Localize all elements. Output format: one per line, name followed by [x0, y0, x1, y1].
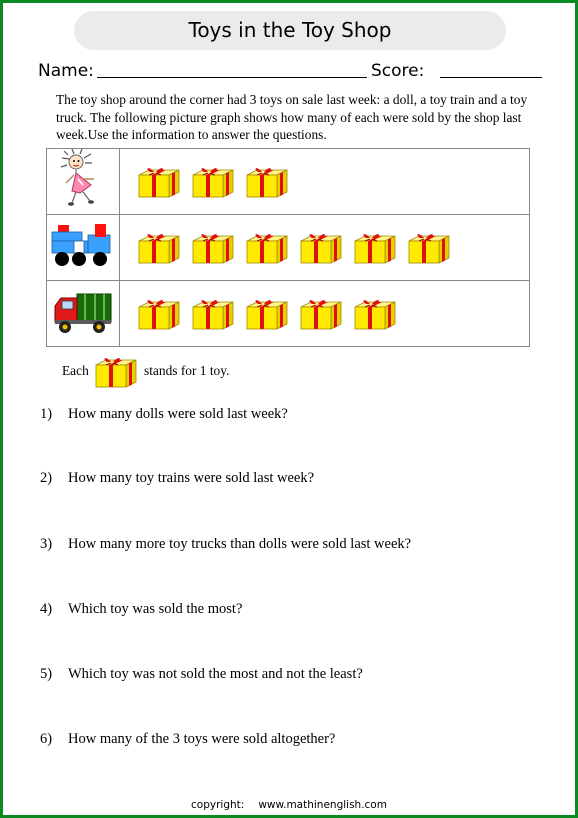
gift-icon — [191, 166, 235, 198]
picture-graph — [46, 148, 530, 347]
name-label: Name: — [38, 61, 94, 81]
gift-icon — [299, 298, 343, 330]
site-link[interactable]: www.mathinenglish.com — [258, 799, 387, 811]
graph-row-doll — [47, 149, 530, 215]
page-title: Toys in the Toy Shop — [74, 11, 506, 50]
gift-icon — [353, 232, 397, 264]
gift-icon — [245, 298, 289, 330]
graph-row-train — [47, 215, 530, 281]
gift-icon — [137, 232, 181, 264]
question-3: 3) How many more toy trucks than dolls were sold last week? — [40, 536, 412, 552]
key-prefix: Each — [62, 363, 89, 378]
truck-cell — [47, 281, 120, 347]
train-icon — [50, 221, 116, 269]
footer — [0, 799, 578, 811]
gift-icon — [299, 232, 343, 264]
score-label: Score: — [371, 61, 425, 81]
gift-icon — [137, 166, 181, 198]
gift-icon — [94, 356, 138, 388]
question-2: 2) How many toy trains were sold last week? — [40, 470, 315, 486]
graph-row-truck — [47, 281, 530, 347]
train-cell — [47, 215, 120, 281]
gift-icon — [191, 232, 235, 264]
intro-paragraph: The toy shop around the corner had 3 toys on sale last week: a doll, a toy train and a toy truck. The following picture graph shows how many of each were sold by the shop last week.Use the information to answer the questions. — [56, 92, 528, 142]
question-5: 5) Which toy was not sold the most and not the least? — [40, 666, 363, 682]
gift-icon — [191, 298, 235, 330]
doll-cell — [47, 149, 120, 215]
truck-icon — [51, 286, 115, 336]
name-score-row — [38, 61, 544, 87]
score-field[interactable] — [440, 77, 542, 78]
question-1: 1) How many dolls were sold last week? — [40, 406, 288, 422]
key-suffix: stands for 1 toy. — [144, 363, 230, 378]
gift-icon — [245, 166, 289, 198]
gift-icon — [407, 232, 451, 264]
copyright-label: copyright: — [191, 799, 245, 811]
question-6: 6) How many of the 3 toys were sold altogether? — [40, 731, 336, 747]
train-gift-row — [120, 215, 530, 281]
doll-gift-row — [120, 149, 530, 215]
truck-gift-row — [120, 281, 530, 347]
doll-icon — [58, 149, 108, 209]
gift-icon — [137, 298, 181, 330]
question-4: 4) Which toy was sold the most? — [40, 601, 243, 617]
gift-icon — [353, 298, 397, 330]
gift-icon — [245, 232, 289, 264]
name-field[interactable] — [97, 77, 367, 78]
